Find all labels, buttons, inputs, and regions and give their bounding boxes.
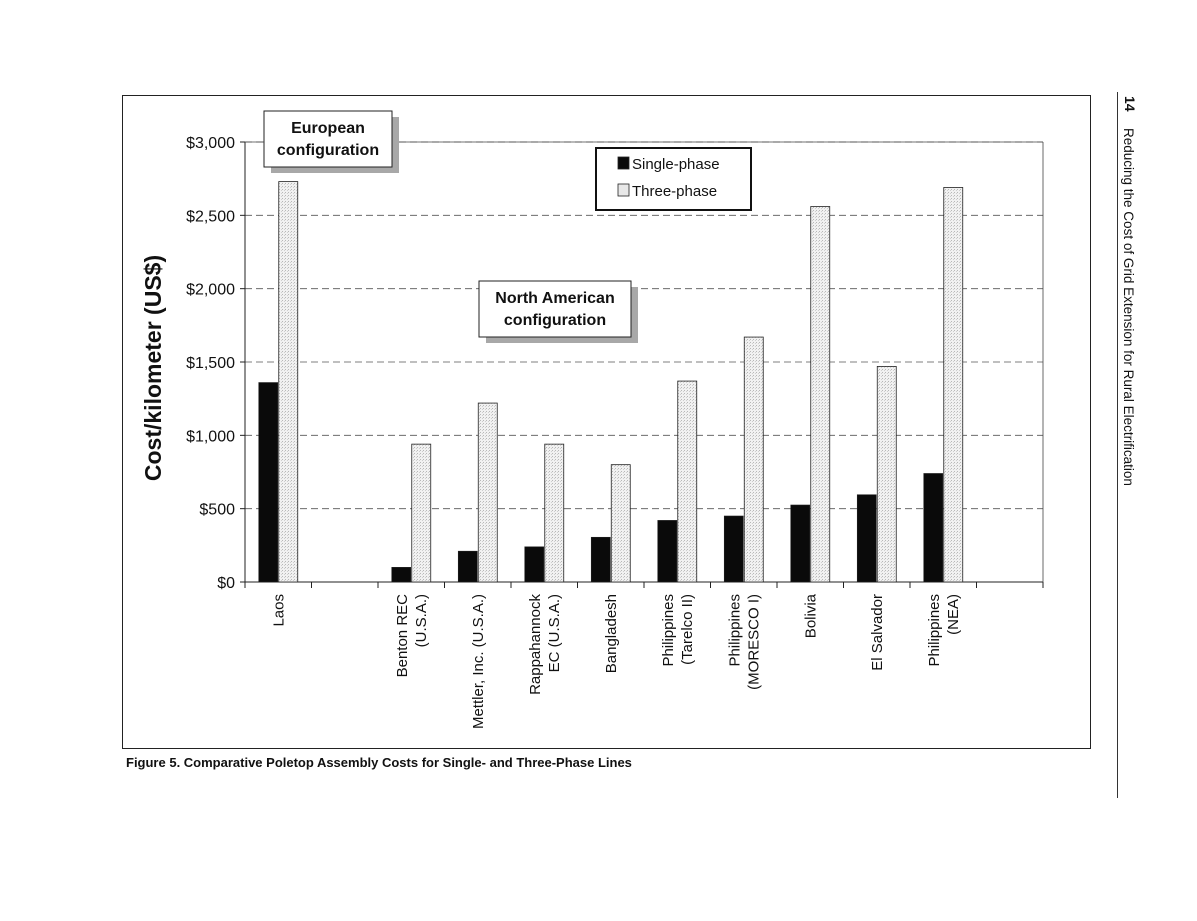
bar-single-phase bbox=[658, 520, 677, 582]
bar-single-phase bbox=[525, 547, 544, 582]
x-tick-label: Rappahannock EC (U.S.A.) bbox=[526, 594, 563, 695]
legend-swatch-single-phase bbox=[618, 157, 629, 169]
bar-three-phase bbox=[811, 207, 830, 582]
running-title: Reducing the Cost of Grid Extension for Rural Electrification bbox=[1121, 128, 1136, 486]
x-tick-label: Bangladesh bbox=[602, 594, 620, 674]
figure-caption: Figure 5. Comparative Poletop Assembly Costs for Single- and Three-Phase Lines bbox=[126, 755, 632, 770]
bar-three-phase bbox=[611, 465, 630, 582]
y-tick-label: $1,000 bbox=[186, 428, 235, 446]
y-tick-label: $2,000 bbox=[186, 281, 235, 299]
bar-single-phase bbox=[458, 551, 477, 582]
annotation-label: configuration bbox=[276, 142, 380, 159]
bar-single-phase bbox=[791, 505, 810, 582]
y-tick-label: $0 bbox=[217, 575, 235, 592]
y-tick-label: $1,500 bbox=[186, 355, 235, 372]
legend-label: Three-phase bbox=[632, 183, 718, 200]
bar-three-phase bbox=[744, 337, 763, 582]
annotation-label: European bbox=[291, 120, 365, 137]
bar-single-phase bbox=[924, 473, 943, 582]
x-tick-label: Philippines (NEA) bbox=[925, 594, 962, 667]
x-tick-label: Benton REC (U.S.A.) bbox=[393, 594, 430, 678]
bar-single-phase bbox=[259, 383, 278, 582]
legend-swatch-three-phase bbox=[618, 184, 629, 196]
x-tick-label: Mettler, Inc. (U.S.A.) bbox=[469, 594, 487, 730]
bar-three-phase bbox=[877, 366, 896, 582]
page-number: 14 bbox=[1122, 96, 1138, 112]
x-tick-label: El Salvador bbox=[868, 594, 886, 671]
bar-three-phase bbox=[412, 444, 431, 582]
annotation-label: configuration bbox=[503, 312, 607, 329]
y-tick-label: $2,500 bbox=[186, 208, 235, 226]
bar-three-phase bbox=[678, 381, 697, 582]
y-tick-label: $500 bbox=[199, 501, 235, 519]
page-side-rule bbox=[1117, 92, 1118, 798]
bar-single-phase bbox=[591, 537, 610, 582]
bar-three-phase bbox=[944, 187, 963, 582]
annotation-label: North American bbox=[495, 290, 615, 307]
y-tick-labels bbox=[186, 135, 235, 592]
bar-three-phase bbox=[279, 182, 298, 582]
legend bbox=[596, 148, 751, 210]
bar-single-phase bbox=[724, 516, 743, 582]
legend-label: Single-phase bbox=[632, 156, 720, 173]
x-tick-labels bbox=[270, 593, 962, 729]
bar-three-phase bbox=[478, 403, 497, 582]
bar-single-phase bbox=[392, 567, 411, 582]
x-tick-label: Philippines (Tarelco II) bbox=[659, 594, 696, 667]
x-tick-label: Bolivia bbox=[802, 594, 820, 639]
x-tick-label: Philippines (MORESCO I) bbox=[726, 594, 763, 690]
bar-single-phase bbox=[857, 495, 876, 582]
x-tick-label: Laos bbox=[270, 594, 288, 627]
bars bbox=[259, 182, 963, 582]
y-tick-label: $3,000 bbox=[186, 135, 235, 152]
bar-three-phase bbox=[545, 444, 564, 582]
y-axis-label: Cost/kilometer (US$) bbox=[140, 254, 166, 482]
annotations bbox=[264, 111, 638, 343]
